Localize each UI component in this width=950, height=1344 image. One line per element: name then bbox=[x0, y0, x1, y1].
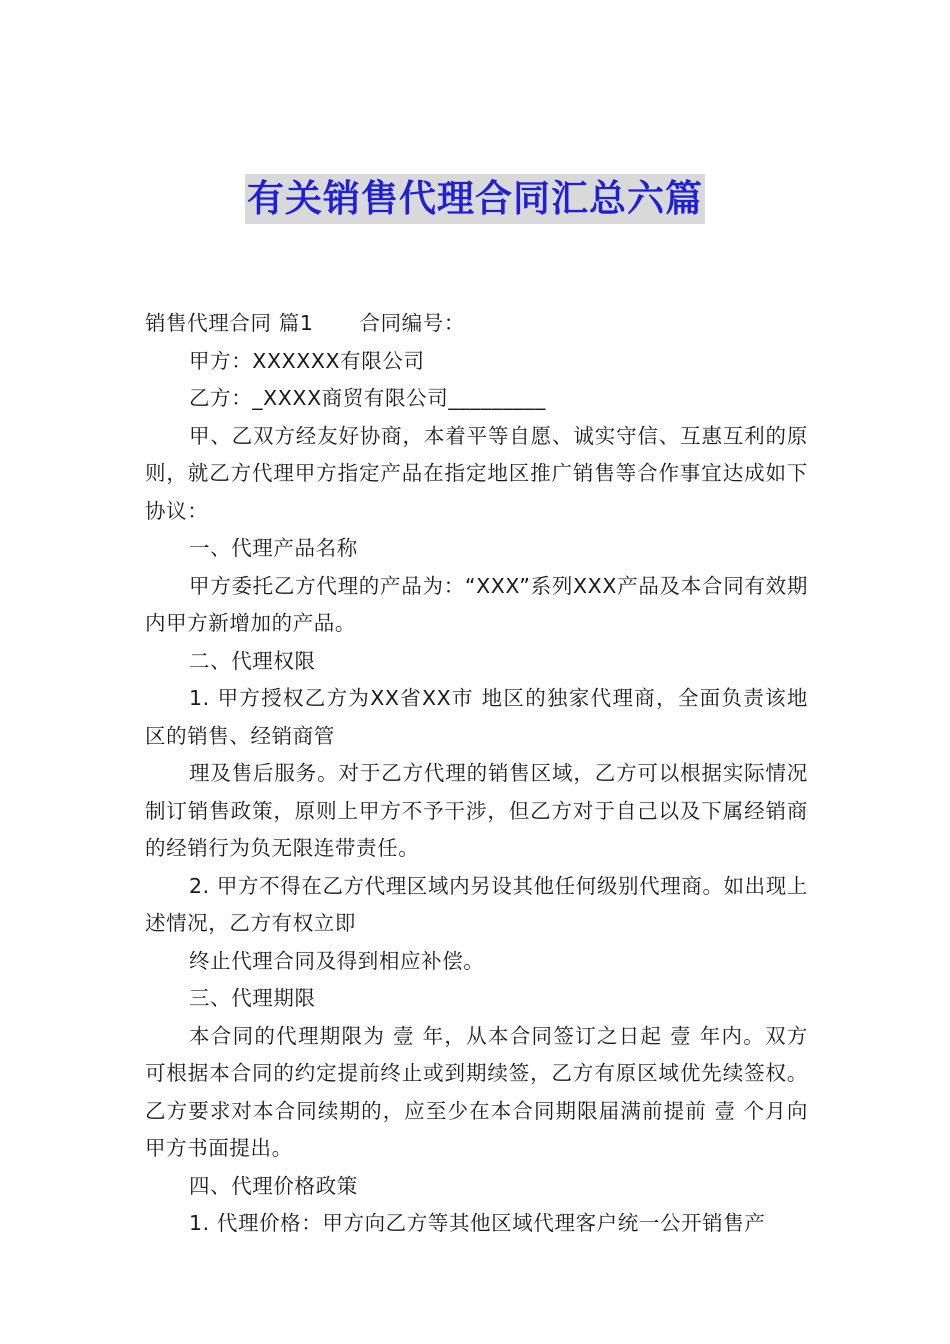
party-b: 乙方：_XXXX商贸有限公司_________ bbox=[189, 386, 546, 410]
clause-item: 1. 代理价格：甲方向乙方等其他区域代理客户统一公开销售产 bbox=[189, 1211, 766, 1235]
paragraph: 终止代理合同及得到相应补偿。 bbox=[189, 948, 485, 973]
preamble-paragraph: 甲、乙双方经友好协商，本着平等自愿、诚实守信、互惠互利的原则，就乙方代理甲方指定产品在指定地区推广销售等合作事宜达成如下协议： bbox=[145, 423, 808, 523]
title-container bbox=[0, 174, 950, 224]
party-a: 甲方：XXXXXX有限公司 bbox=[189, 348, 425, 373]
clause-item: 2. 甲方不得在乙方代理区域内另设其他任何级别代理商。如出现上述情况，乙方有权立即 bbox=[145, 873, 808, 935]
contract-number-label: 合同编号： bbox=[359, 311, 465, 335]
section-heading-3: 三、代理期限 bbox=[189, 986, 316, 1010]
clause-item: 1. 甲方授权乙方为XX省XX市 地区的独家代理商，全面负责该地区的销售、经销商管 bbox=[145, 686, 808, 748]
part-label: 销售代理合同 篇1 bbox=[145, 311, 314, 335]
section-heading-2: 二、代理权限 bbox=[189, 648, 316, 673]
header-line bbox=[145, 305, 808, 343]
paragraph: 本合同的代理期限为 壹 年，从本合同签订之日起 壹 年内。双方可根据本合同的约定提前终止或到期续签，乙方有原区域优先续签权。乙方要求对本合同续期的，应至少在本合同期限届满前提前 壹 个月向甲方书面提出。 bbox=[145, 1023, 808, 1160]
paragraph: 理及售后服务。对于乙方代理的销售区域，乙方可以根据实际情况制订销售政策，原则上甲方不予干涉，但乙方对于自己以及下属经销商的经销行为负无限连带责任。 bbox=[145, 761, 808, 860]
document-body bbox=[145, 305, 808, 1243]
document-title: 有关销售代理合同汇总六篇 bbox=[245, 174, 705, 224]
section-heading-1: 一、代理产品名称 bbox=[189, 536, 358, 560]
paragraph: 甲方委托乙方代理的产品为：“XXX”系列XXX产品及本合同有效期内甲方新增加的产品。 bbox=[145, 573, 808, 635]
section-heading-4: 四、代理价格政策 bbox=[189, 1173, 358, 1198]
